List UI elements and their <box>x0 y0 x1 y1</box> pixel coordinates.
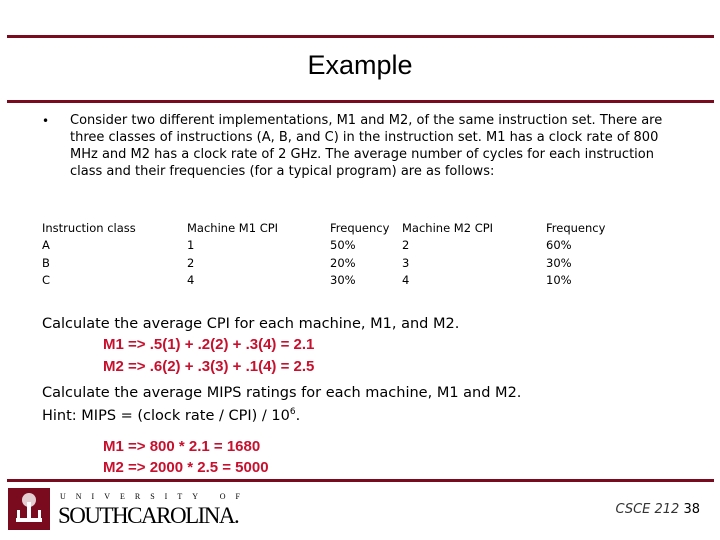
footer-rule <box>7 479 714 482</box>
header-cell: Machine M1 CPI <box>187 221 279 235</box>
hint-end: . <box>295 407 301 424</box>
cell: 2 <box>187 255 195 270</box>
cell: C <box>42 272 51 287</box>
answer-cpi-m2: M2 => .6(2) + .3(3) + .1(4) = 2.5 <box>103 358 315 375</box>
answer-mips-m2: M2 => 2000 * 2.5 = 5000 <box>103 459 269 476</box>
logo-south-carolina: SOUTHCAROLINA. <box>58 503 239 528</box>
cell: 30% <box>546 255 572 270</box>
logo-university-of: UNIVERSITY OF <box>60 492 250 501</box>
question-mips: Calculate the average MIPS ratings for each machine, M1 and M2. <box>42 385 522 401</box>
course-code: CSCE 212 <box>615 502 680 517</box>
cpi-table <box>42 221 605 290</box>
answer-cpi-m1: M1 => .5(1) + .2(2) + .3(4) = 2.1 <box>103 336 315 353</box>
cell: 4 <box>187 272 195 287</box>
cell: 10% <box>546 272 572 287</box>
header-cell: Machine M2 CPI <box>402 221 494 235</box>
cell: 60% <box>546 238 572 253</box>
cell: 4 <box>402 272 410 287</box>
table-row <box>42 238 605 255</box>
cell: 1 <box>187 238 195 253</box>
cell: 30% <box>330 272 356 287</box>
table-row <box>42 256 605 273</box>
header-cell: Frequency <box>546 221 606 235</box>
question-cpi: Calculate the average CPI for each machine, M1, and M2. <box>42 316 460 332</box>
header-cell: Frequency <box>330 221 390 235</box>
hint-text: Hint: MIPS = (clock rate / CPI) / 10 <box>42 407 290 424</box>
hint <box>42 407 300 424</box>
cell: 20% <box>330 255 356 270</box>
cell: 50% <box>330 238 356 253</box>
table-header <box>42 221 605 238</box>
header-cell: Instruction class <box>42 221 136 235</box>
cell: 3 <box>402 255 410 270</box>
page-number: 38 <box>683 502 700 517</box>
cell: 2 <box>402 238 410 253</box>
top-rule <box>7 35 714 38</box>
palmetto-logo-icon <box>8 488 50 530</box>
hint-exponent: 6 <box>289 407 296 417</box>
title-rule <box>7 100 714 103</box>
cell: B <box>42 255 50 270</box>
bullet: • <box>42 114 50 128</box>
cell: A <box>42 238 50 253</box>
table-row <box>42 273 605 290</box>
footer <box>616 502 701 517</box>
answer-mips-m1: M1 => 800 * 2.1 = 1680 <box>103 438 261 455</box>
slide-title: Example <box>307 50 413 80</box>
intro-paragraph: Consider two different implementations, M1 and M2, of the same instruction set. There are three classes of instructions (A, B, and C) in the instruction set. M1 has a clock rate of 800 MHz and M2 has a clock rate of 2 GHz. The average number of cycles for each instruction class and their frequencies (for a typical program) are as follows: <box>70 113 663 179</box>
